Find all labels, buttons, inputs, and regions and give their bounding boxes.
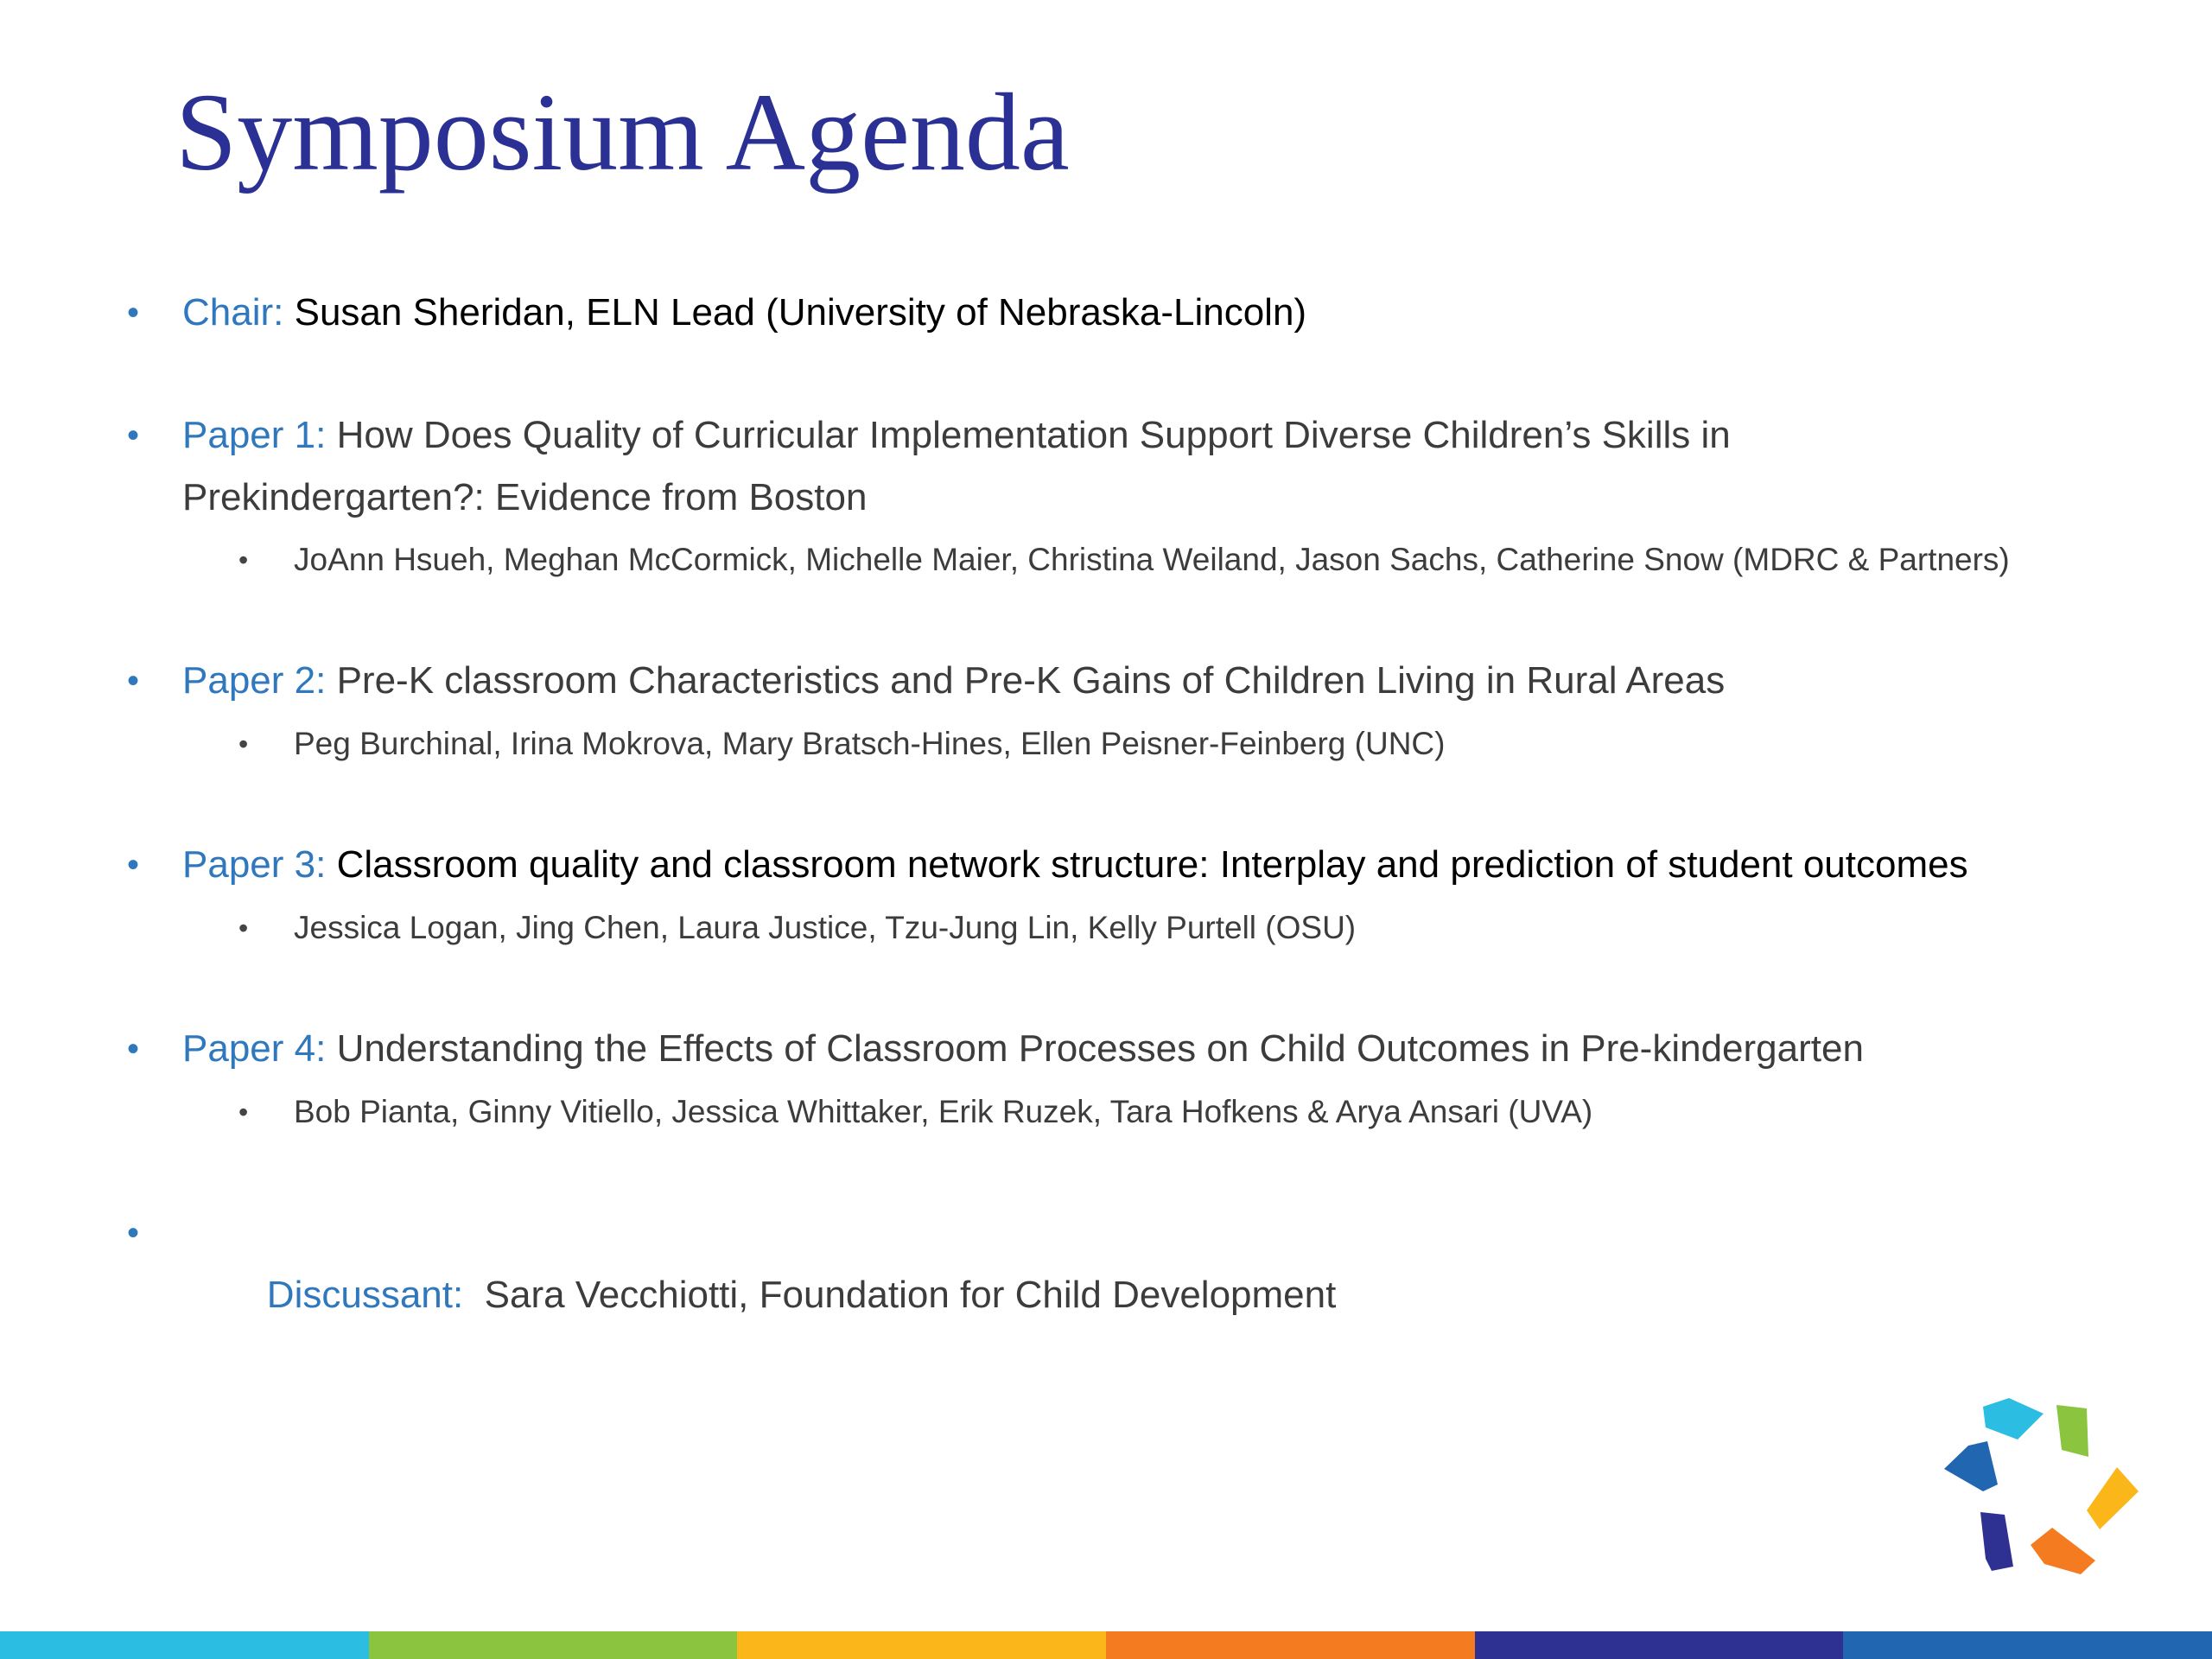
footer-segment-yellow (737, 1631, 1106, 1659)
authors-text: JoAnn Hsueh, Meghan McCormick, Michelle Maier, Christina Weiland, Jason Sachs, Catherine Snow (MDRC & Partners) (294, 542, 2010, 577)
slide-title: Symposium Agenda (175, 71, 1070, 194)
logo-petal-yellow (2087, 1467, 2139, 1529)
bullet-icon: • (127, 1030, 140, 1068)
logo-petal-orange (2031, 1528, 2095, 1574)
item-text: How Does Quality of Curricular Implementation Support Diverse Children’s Skills in Prekindergarten?: Evidence from Boston (182, 414, 1731, 518)
item-label: Paper 1: (182, 414, 327, 456)
item-label: Paper 4: (182, 1027, 327, 1070)
authors-text: Bob Pianta, Ginny Vitiello, Jessica Whittaker, Erik Ruzek, Tara Hofkens & Arya Ansari (UVA) (294, 1094, 1593, 1129)
logo-petal-green (2056, 1405, 2088, 1457)
item-text: Susan Sheridan, ELN Lead (University of Nebraska-Lincoln) (283, 291, 1307, 334)
sub-bullet-icon: • (238, 1096, 249, 1128)
bullet-icon: • (127, 1214, 140, 1252)
footer-segment-blue (1843, 1631, 2212, 1659)
item-text: Classroom quality and classroom network structure: Interplay and prediction of student outcomes (326, 843, 1968, 886)
footer-segment-orange (1106, 1631, 1475, 1659)
authors-paper-1 (238, 535, 2010, 585)
authors-paper-2 (238, 719, 1446, 769)
agenda-item-paper-2 (127, 650, 1726, 712)
bullet-icon: • (127, 846, 140, 884)
footer-segment-navy (1475, 1631, 1844, 1659)
sub-bullet-icon: • (238, 544, 249, 575)
item-text: Pre-K classroom Characteristics and Pre-K Gains of Children Living in Rural Areas (326, 659, 1726, 702)
agenda-item-chair (127, 282, 1307, 344)
authors-paper-4 (238, 1087, 1593, 1137)
organization-logo-icon (1936, 1389, 2152, 1580)
footer-segment-cyan (0, 1631, 369, 1659)
authors-text: Peg Burchinal, Irina Mokrova, Mary Bratsch-Hines, Ellen Peisner-Feinberg (UNC) (294, 726, 1446, 761)
agenda-item-paper-3 (127, 834, 1968, 896)
sub-bullet-icon: • (238, 912, 249, 944)
logo-petal-navy (1980, 1512, 2013, 1571)
bullet-icon: • (127, 662, 140, 700)
footer-segment-green (369, 1631, 738, 1659)
logo-petal-blue (1944, 1441, 1998, 1491)
item-label: Chair: (182, 291, 284, 334)
bullet-icon: • (127, 416, 140, 454)
item-label: Discussant: (266, 1274, 464, 1316)
authors-paper-3 (238, 903, 1357, 953)
logo-petal-cyan (1983, 1398, 2044, 1440)
item-label: Paper 2: (182, 659, 327, 702)
footer-color-bar (0, 1631, 2212, 1659)
sub-bullet-icon: • (238, 728, 249, 760)
authors-text: Jessica Logan, Jing Chen, Laura Justice, Tzu-Jung Lin, Kelly Purtell (OSU) (294, 910, 1357, 945)
item-label: Paper 3: (182, 843, 327, 886)
agenda-item-discussant (127, 1202, 1337, 1389)
item-text: Sara Vecchiotti, Foundation for Child Development (463, 1274, 1337, 1316)
item-text: Understanding the Effects of Classroom Processes on Child Outcomes in Pre-kindergarten (326, 1027, 1864, 1070)
agenda-item-paper-4 (127, 1018, 1864, 1080)
bullet-icon: • (127, 294, 140, 332)
agenda-item-paper-1 (127, 404, 1824, 529)
